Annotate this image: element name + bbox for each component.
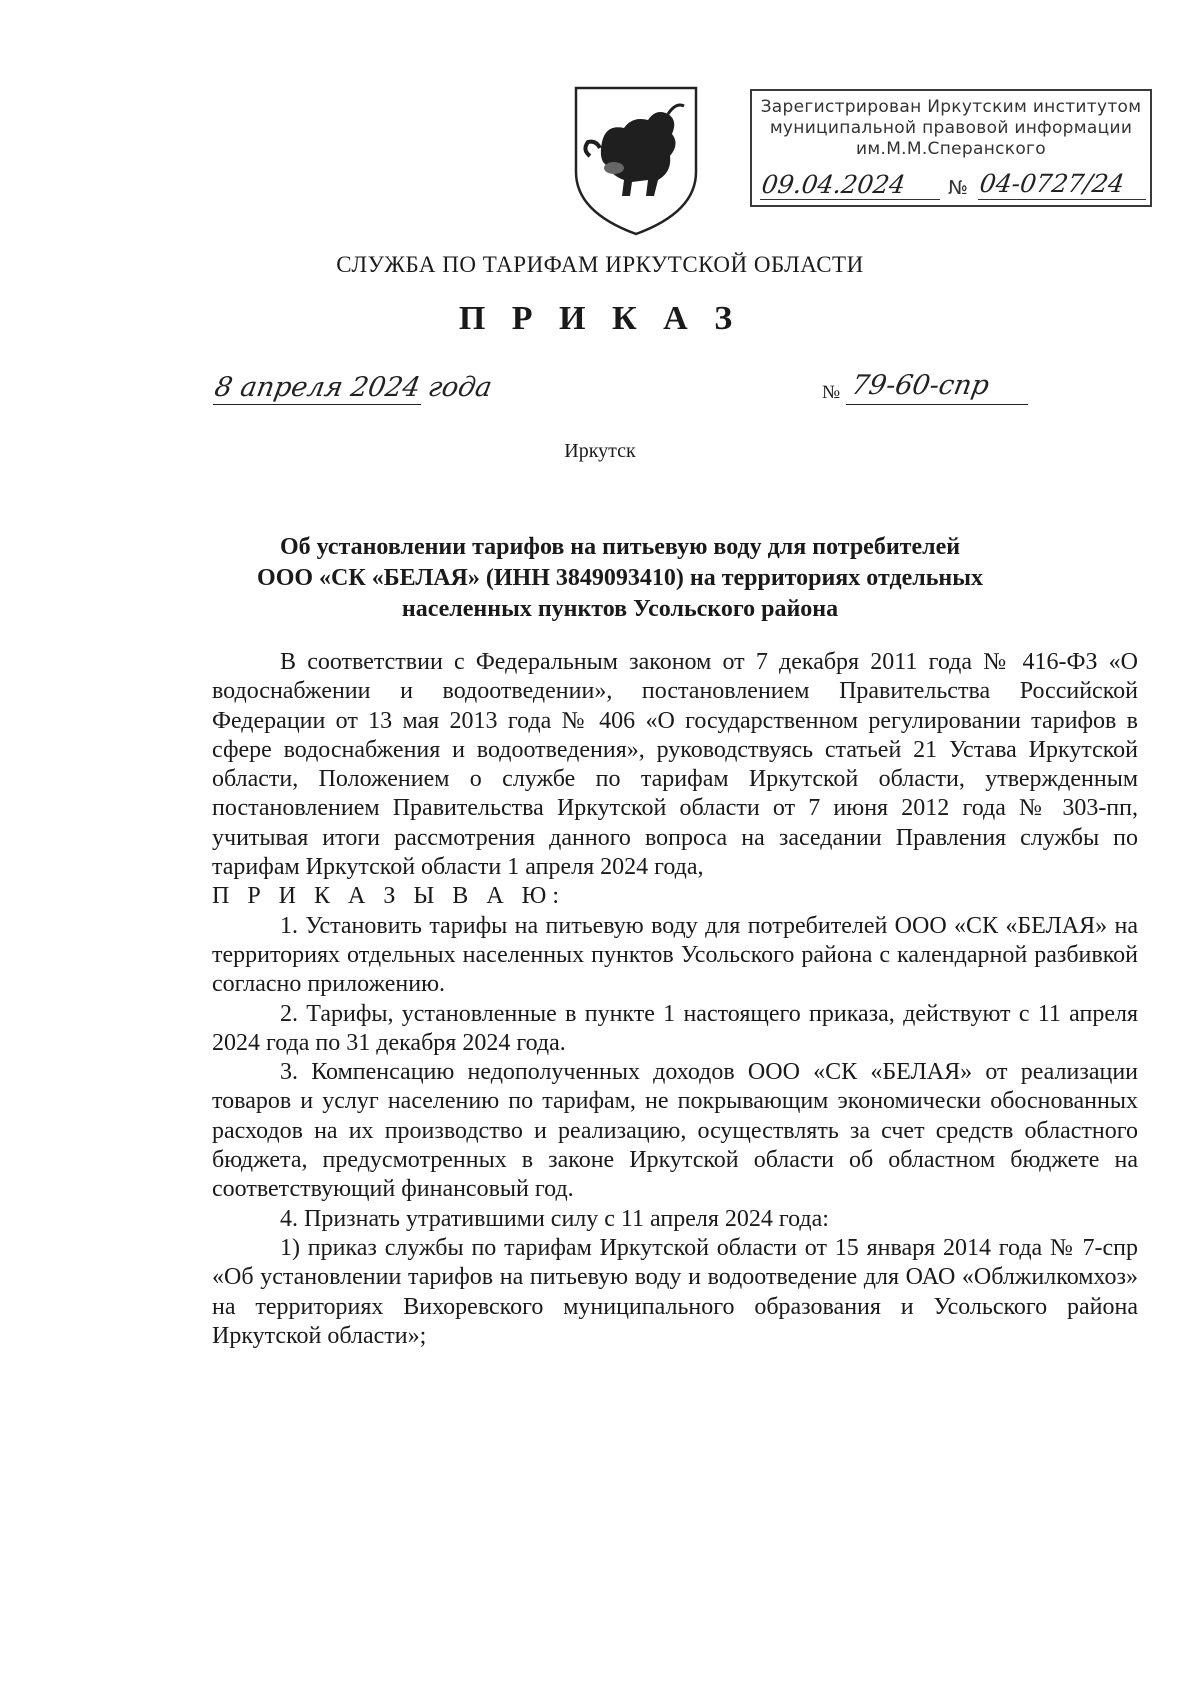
order-item-3: 3. Компенсацию недополученных доходов ООО «СК «БЕЛАЯ» от реализации товаров и услуг населению по тарифам, не покрывающим экономически обоснованных расходов на их производство и реализацию, осуществлять за счет средств областного бюджета, предусмотренных в законе Иркутской области об областном бюджете на соответствующий финансовый год. bbox=[212, 1059, 1138, 1203]
handwritten-date: 8 апреля 2024 года bbox=[212, 372, 495, 403]
title-line: ООО «СК «БЕЛАЯ» (ИНН 3849093410) на территориях отдельных bbox=[257, 565, 983, 591]
coat-of-arms-emblem bbox=[572, 84, 700, 236]
stamp-date-underline bbox=[760, 199, 940, 200]
order-body bbox=[212, 648, 1138, 1351]
order-item-4-subitem-1: 1) приказ службы по тарифам Иркутской области от 15 января 2014 года № 7-спр «Об установлении тарифов на питьевую воду и водоотведение для ОАО «Облжилкомхоз» на территориях Вихоревского муниципального образования и Усольского района Иркутской области»; bbox=[212, 1234, 1138, 1349]
stamp-line: Зарегистрирован Иркутским институтом bbox=[760, 97, 1142, 117]
order-number-label: № bbox=[822, 382, 841, 403]
stamp-number-label: № bbox=[948, 177, 968, 199]
stamp-registration-date: 09.04.2024 bbox=[759, 170, 908, 199]
stamp-line: муниципальной правовой информации bbox=[769, 118, 1133, 138]
stamp-number-underline bbox=[978, 199, 1146, 200]
title-line: Об установлении тарифов на питьевую воду для потребителей bbox=[279, 534, 961, 560]
registration-stamp bbox=[750, 89, 1152, 207]
number-underline bbox=[846, 404, 1028, 405]
document-type-heading: П Р И К А З bbox=[458, 300, 742, 337]
date-underline bbox=[213, 404, 421, 405]
preamble-paragraph: В соответствии с Федеральным законом от 7 декабря 2011 года № 416-ФЗ «О водоснабжении и водоотведении», постановлением Правительства Российской Федерации от 13 мая 2013 года № 406 «О государственном регулировании тарифов в сфере водоснабжения и водоотведения», руководствуясь статьей 21 Устава Иркутской области, Положением о службе по тарифам Иркутской области, утвержденным постановлением Правительства Иркутской области от 7 июня 2012 года № 303-пп, учитывая итоги рассмотрения данного вопроса на заседании Правления службы по тарифам Иркутской области 1 апреля 2024 года, bbox=[212, 649, 1138, 881]
order-title bbox=[220, 532, 1020, 625]
order-item-4: 4. Признать утратившими силу с 11 апреля 2024 года: bbox=[280, 1205, 829, 1232]
order-item-2: 2. Тарифы, установленные в пункте 1 настоящего приказа, действуют с 11 апреля 2024 года по 31 декабря 2024 года. bbox=[212, 1000, 1138, 1056]
city-name: Иркутск bbox=[564, 440, 636, 462]
title-line: населенных пунктов Усольского района bbox=[401, 596, 839, 622]
agency-name: СЛУЖБА ПО ТАРИФАМ ИРКУТСКОЙ ОБЛАСТИ bbox=[336, 252, 864, 277]
stamp-registration-number: 04-0727/24 bbox=[977, 169, 1127, 198]
handwritten-order-number: 79-60-спр bbox=[849, 370, 992, 401]
decree-word: П Р И К А З Ы В А Ю: bbox=[212, 883, 565, 910]
stamp-line: им.М.М.Сперанского bbox=[856, 139, 1046, 159]
order-item-1: 1. Установить тарифы на питьевую воду для потребителей ООО «СК «БЕЛАЯ» на территориях отдельных населенных пунктов Усольского района с календарной разбивкой согласно приложению. bbox=[212, 912, 1138, 998]
